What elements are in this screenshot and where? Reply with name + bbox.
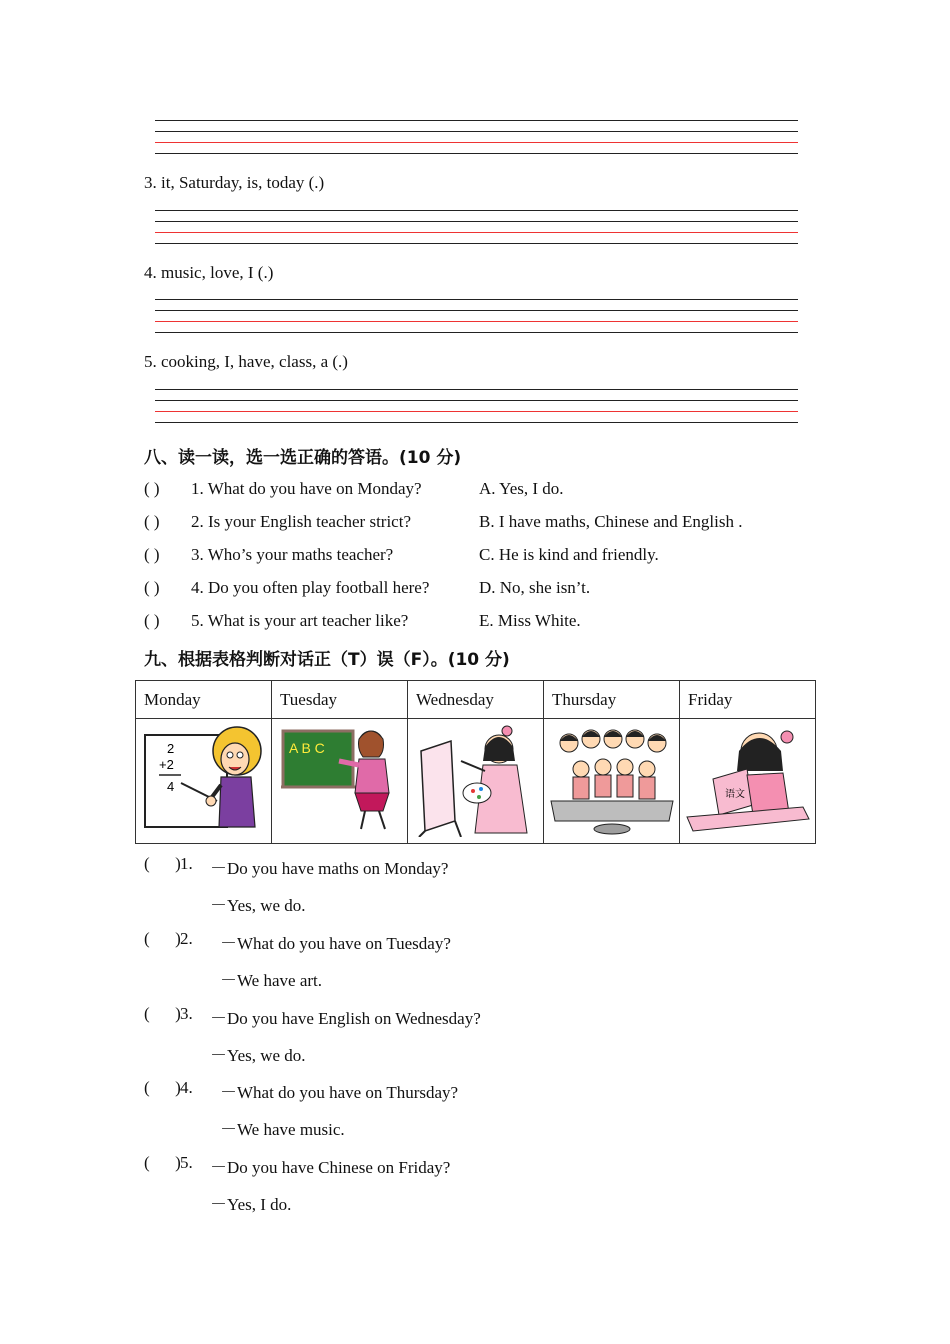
dialogue-1-question: －Do you have maths on Monday?	[210, 859, 449, 878]
tf-blank-3[interactable]: ( )	[144, 1004, 181, 1023]
question-3: 3. Who’s your maths teacher?	[191, 545, 394, 564]
answer-blank-3[interactable]: ( )	[144, 545, 160, 564]
dialogue-3-answer: －Yes, we do.	[210, 1046, 306, 1065]
day-thursday: Thursday	[544, 681, 680, 719]
dialogue-4-question: －What do you have on Thursday?	[220, 1083, 459, 1102]
answer-c: C. He is kind and friendly.	[479, 545, 659, 564]
answer-blank-2[interactable]: ( )	[144, 512, 160, 531]
question-4: 4. Do you often play football here?	[191, 578, 430, 597]
dialogue-2-number: 2.	[180, 929, 193, 948]
board-letters: A B C	[288, 739, 325, 756]
writing-lines-5[interactable]	[155, 389, 798, 425]
answer-d: D. No, she isn’t.	[479, 578, 591, 597]
tf-blank-2[interactable]: ( )	[144, 929, 181, 948]
tf-blank-1[interactable]: ( )	[144, 854, 181, 873]
dialogue-4-answer: －We have music.	[220, 1120, 345, 1139]
answer-b: B. I have maths, Chinese and English .	[479, 512, 743, 531]
item-5-words: 5. cooking, I, have, class, a (.)	[144, 352, 348, 371]
answer-e: E. Miss White.	[479, 611, 581, 630]
question-5: 5. What is your art teacher like?	[191, 611, 409, 630]
dialogue-2-question: －What do you have on Tuesday?	[220, 934, 451, 953]
board-number-1: 2	[166, 740, 174, 756]
item-3-words: 3. it, Saturday, is, today (.)	[144, 173, 325, 192]
writing-lines-2[interactable]	[155, 120, 798, 156]
dialogue-3-question: －Do you have English on Wednesday?	[210, 1009, 481, 1028]
book-title: 语文	[724, 788, 745, 800]
answer-a: A. Yes, I do.	[479, 479, 564, 498]
picture-tuesday-english	[272, 719, 408, 844]
board-number-2: +2	[158, 756, 174, 772]
question-2: 2. Is your English teacher strict?	[191, 512, 411, 531]
dialogue-5-question: －Do you have Chinese on Friday?	[210, 1158, 451, 1177]
maths-teacher-illustration	[139, 721, 269, 837]
answer-blank-4[interactable]: ( )	[144, 578, 160, 597]
children-group-illustration	[547, 721, 677, 837]
day-monday: Monday	[136, 681, 272, 719]
question-1: 1. What do you have on Monday?	[191, 479, 422, 498]
item-4-words: 4. music, love, I (.)	[144, 263, 274, 282]
day-tuesday: Tuesday	[272, 681, 408, 719]
picture-monday-maths	[136, 719, 272, 844]
day-friday: Friday	[680, 681, 816, 719]
section-8-heading: 八、读一读，选一选正确的答语。(10 分)	[144, 448, 462, 468]
picture-friday-chinese	[680, 719, 816, 844]
tf-blank-4[interactable]: ( )	[144, 1078, 181, 1097]
reading-girl-illustration	[683, 721, 813, 837]
dialogue-3-number: 3.	[180, 1004, 193, 1023]
answer-blank-5[interactable]: ( )	[144, 611, 160, 630]
dialogue-4-number: 4.	[180, 1078, 193, 1097]
picture-wednesday-art	[408, 719, 544, 844]
tf-blank-5[interactable]: ( )	[144, 1153, 181, 1172]
answer-blank-1[interactable]: ( )	[144, 479, 160, 498]
dialogue-2-answer: －We have art.	[220, 971, 322, 990]
writing-lines-3[interactable]	[155, 210, 798, 246]
board-number-3: 4	[166, 778, 174, 794]
day-wednesday: Wednesday	[408, 681, 544, 719]
writing-lines-4[interactable]	[155, 299, 798, 335]
english-teacher-illustration	[275, 721, 405, 837]
dialogue-5-answer: －Yes, I do.	[210, 1195, 292, 1214]
dialogue-1-number: 1.	[180, 854, 193, 873]
picture-thursday-music	[544, 719, 680, 844]
painting-girl-illustration	[411, 721, 541, 837]
dialogue-1-answer: －Yes, we do.	[210, 896, 306, 915]
dialogue-5-number: 5.	[180, 1153, 193, 1172]
section-9-heading: 九、根据表格判断对话正（T）误（F）。(10 分)	[144, 650, 510, 670]
timetable	[135, 680, 816, 844]
